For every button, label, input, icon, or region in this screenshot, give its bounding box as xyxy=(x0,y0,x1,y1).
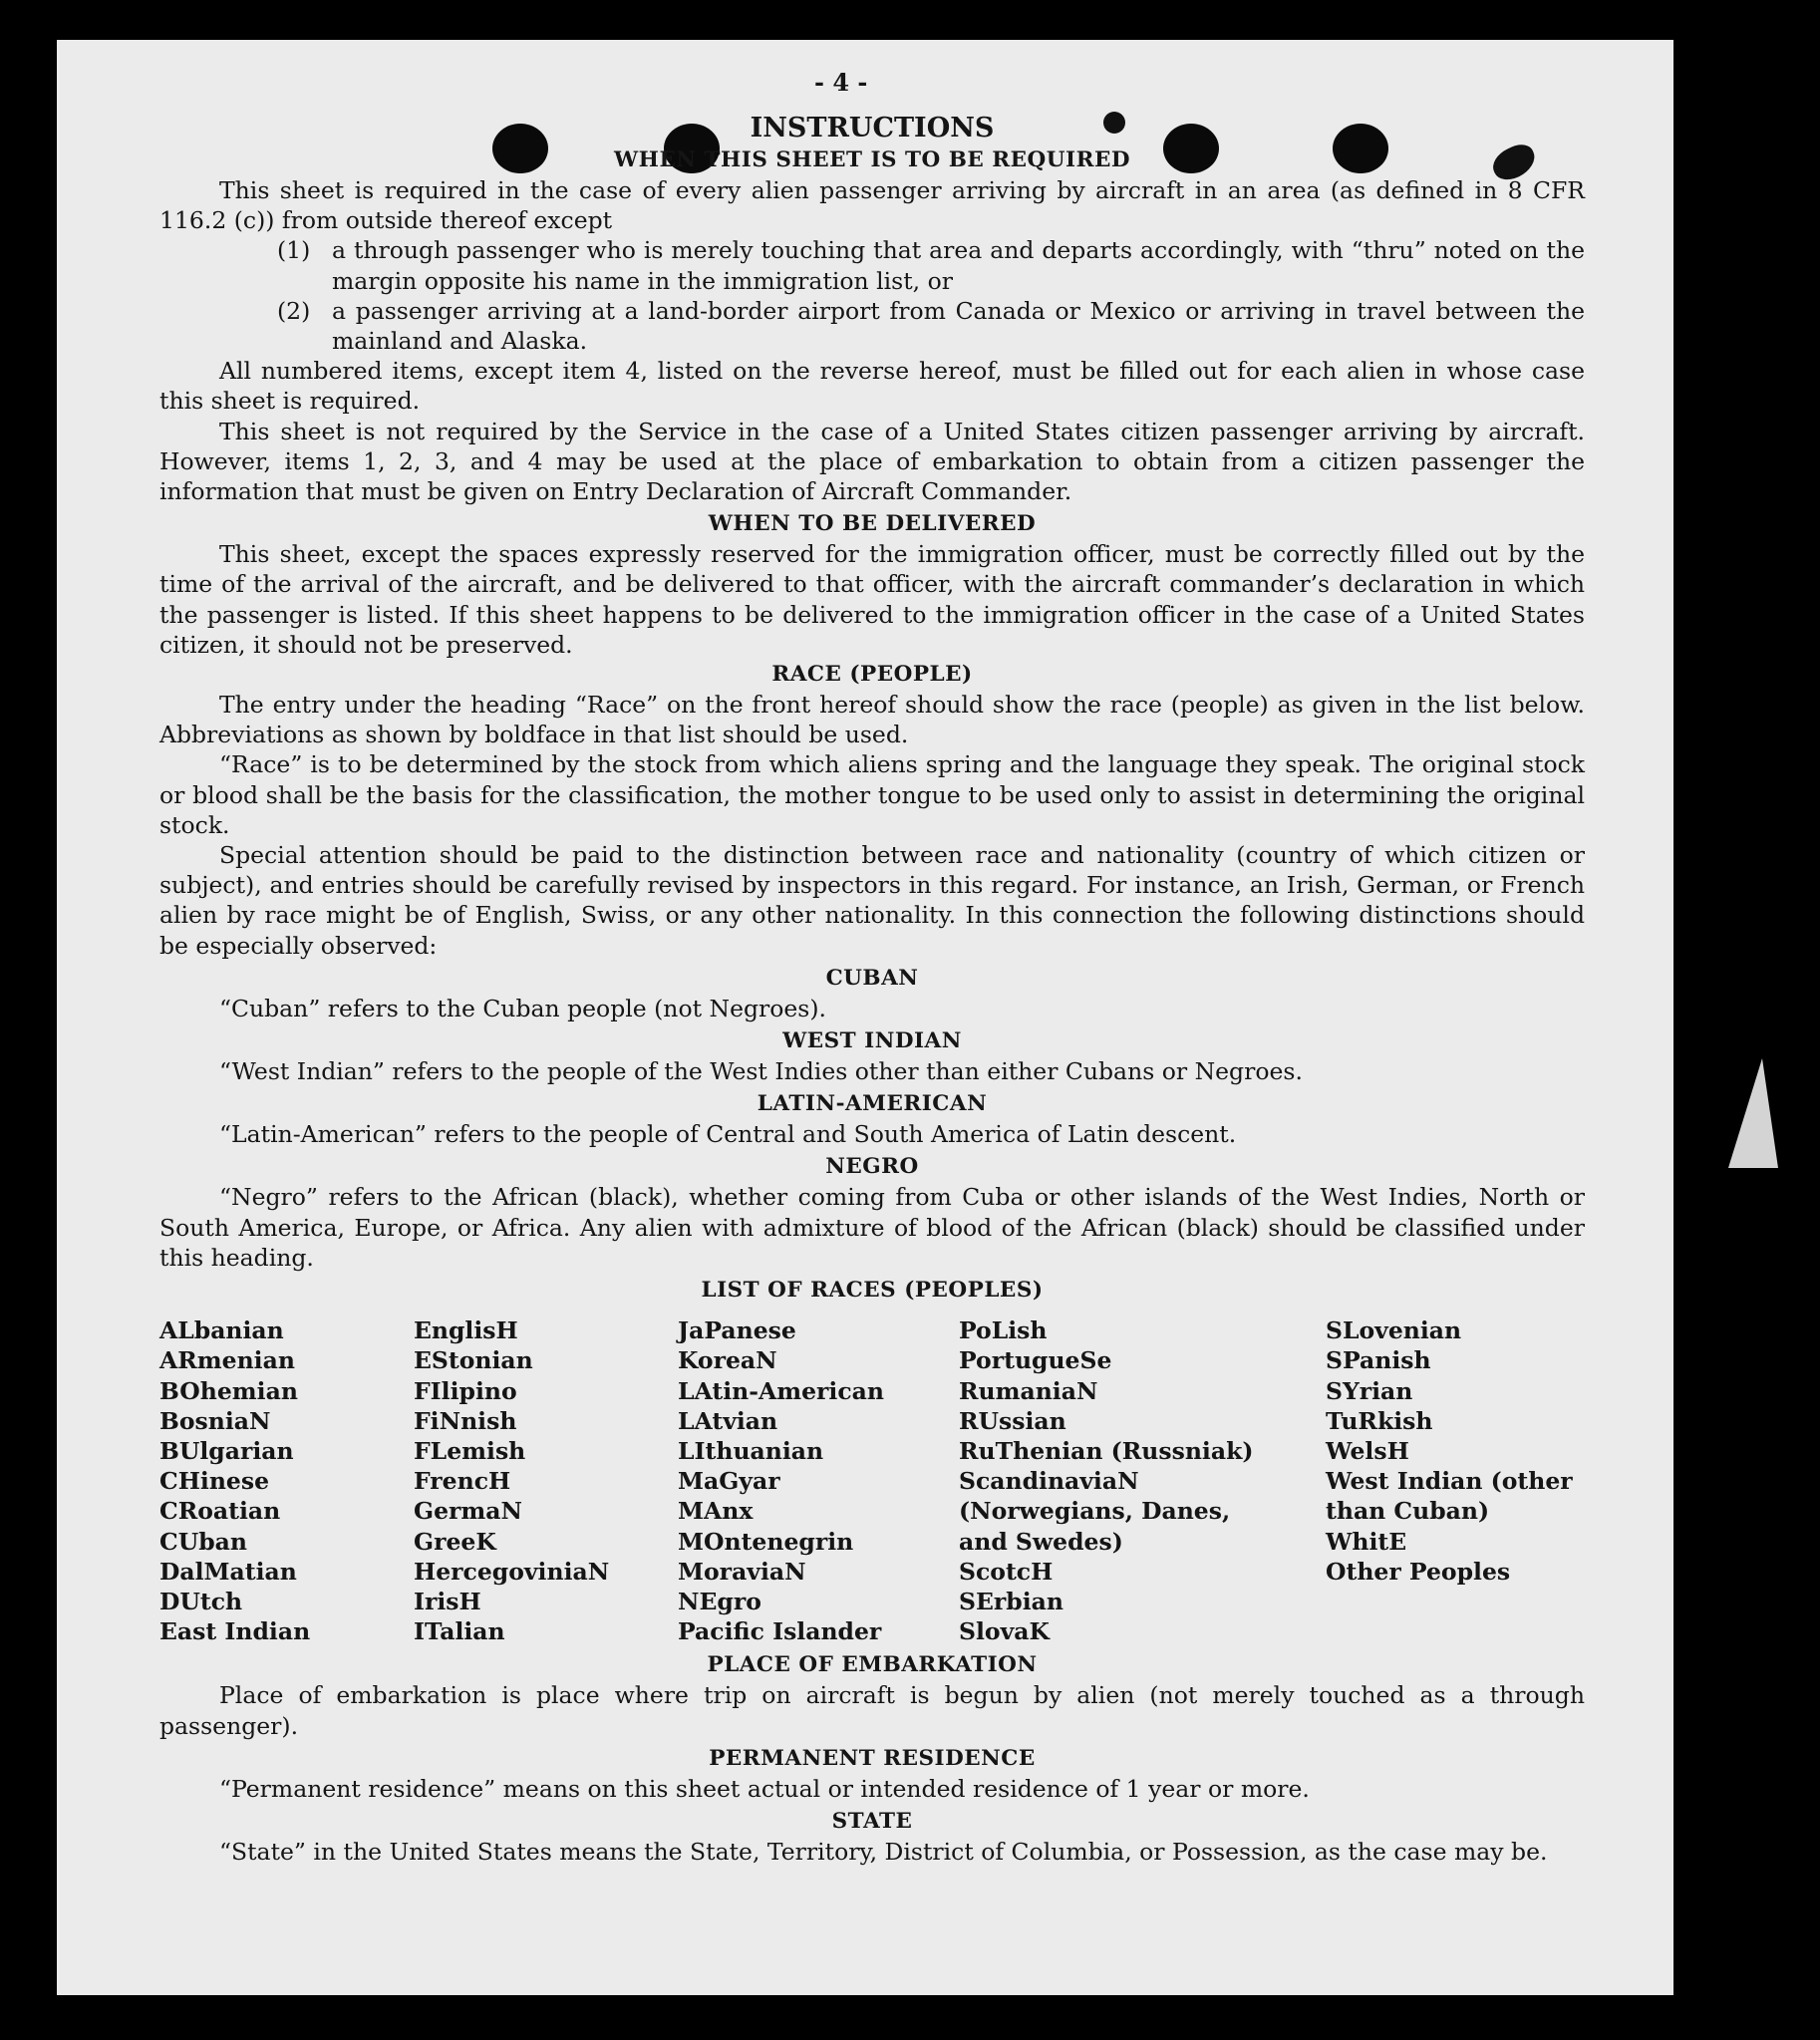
races-column xyxy=(678,1315,959,1646)
race-entry: WelsH xyxy=(1326,1436,1409,1465)
race-entry: JaPanese xyxy=(678,1316,796,1345)
item-number: (2) xyxy=(277,296,311,325)
race-entry: LAtvian xyxy=(678,1406,778,1435)
race-entry: TuRkish xyxy=(1326,1406,1433,1435)
race-entry: West Indian (other than Cuban) xyxy=(1326,1467,1573,1526)
paper-tab-scrap xyxy=(1728,1058,1778,1168)
page-number: - 4 - xyxy=(814,68,868,97)
race-entry: HercegoviniaN xyxy=(414,1557,610,1586)
race-entry: GreeK xyxy=(414,1527,496,1556)
heading-negro: NEGRO xyxy=(825,1154,919,1180)
paragraph: “West Indian” refers to the people of the West Indies other than either Cubans or Negroes. xyxy=(219,1057,1303,1086)
paragraph: “Permanent residence” means on this sheet actual or intended residence of 1 year or more. xyxy=(219,1774,1310,1803)
race-entry: IrisH xyxy=(414,1587,481,1615)
race-entry: GermaN xyxy=(414,1497,522,1526)
paragraph: “Race” is to be determined by the stock from which aliens spring and the language they speak. The original stock or blood shall be the basis for the classification, the mother tongue to be used only to assist in determining the original stock. xyxy=(159,750,1585,839)
race-entry: MaGyar xyxy=(678,1467,780,1496)
paragraph: All numbered items, except item 4, listed on the reverse hereof, must be filled out for each alien in whose case this sheet is required. xyxy=(159,357,1585,416)
race-entry: KoreaN xyxy=(678,1346,777,1375)
heading-when-required: WHEN THIS SHEET IS TO BE REQUIRED xyxy=(614,147,1130,172)
exception-item xyxy=(277,235,1585,295)
heading-west-indian: WEST INDIAN xyxy=(782,1028,962,1054)
race-entry: Pacific Islander xyxy=(678,1617,882,1646)
race-entry: ALbanian xyxy=(159,1316,284,1345)
paragraph: This sheet is required in the case of every alien passenger arriving by aircraft in an area (as defined in 8 CFR 116.2 (c)) from outside thereof except xyxy=(159,176,1585,235)
paragraph: Special attention should be paid to the distinction between race and nationality (country of which citizen or subject), and entries should be carefully revised by inspectors in this regard. For instance, an Irish, German, or French alien by race might be of English, Swiss, or any other nationality. In this connection the following distinctions should be especially observed: xyxy=(159,841,1585,960)
race-entry: EStonian xyxy=(414,1346,533,1375)
race-entry: SlovaK xyxy=(959,1617,1050,1646)
paragraph: “Negro” refers to the African (black), whether coming from Cuba or other islands of the West Indies, North or South America, Europe, or Africa. Any alien with admixture of blood of the African (black) should be classified under this heading. xyxy=(159,1183,1585,1272)
heading-cuban: CUBAN xyxy=(825,965,919,991)
race-entry: MoraviaN xyxy=(678,1557,806,1586)
heading-embarkation: PLACE OF EMBARKATION xyxy=(707,1652,1038,1678)
races-column xyxy=(159,1315,414,1646)
race-entry: RumaniaN xyxy=(959,1376,1098,1405)
race-entry: Other Peoples xyxy=(1326,1557,1511,1586)
race-entry: FrencH xyxy=(414,1467,511,1496)
race-entry: ARmenian xyxy=(159,1346,295,1375)
race-entry: BosniaN xyxy=(159,1406,271,1435)
race-entry: PoLish xyxy=(959,1316,1048,1345)
race-entry: FIlipino xyxy=(414,1376,517,1405)
paragraph: “Cuban” refers to the Cuban people (not Negroes). xyxy=(219,994,827,1022)
item-number: (1) xyxy=(277,236,311,265)
heading-latin-american: LATIN-AMERICAN xyxy=(757,1091,988,1117)
race-entry: SLovenian xyxy=(1326,1316,1462,1345)
race-entry: LIthuanian xyxy=(678,1436,824,1465)
race-entry: SYrian xyxy=(1326,1376,1413,1405)
race-entry: CHinese xyxy=(159,1467,270,1496)
heading-race: RACE (PEOPLE) xyxy=(771,662,973,688)
race-entry: ScotcH xyxy=(959,1557,1054,1586)
instructions-body xyxy=(159,112,1585,1867)
heading-list-of-races: LIST OF RACES (PEOPLES) xyxy=(701,1278,1044,1304)
paragraph: “Latin-American” refers to the people of Central and South America of Latin descent. xyxy=(219,1120,1237,1149)
paragraph: Place of embarkation is place where trip on aircraft is begun by alien (not merely touched as a through passenger). xyxy=(159,1681,1585,1740)
paragraph: This sheet is not required by the Service in the case of a United States citizen passenger arriving by aircraft. However, items 1, 2, 3, and 4 may be used at the place of embarkation to obtain from a citizen passenger the information that must be given on Entry Declaration of Aircraft Commander. xyxy=(159,417,1585,506)
race-entry: RuThenian (Russniak) xyxy=(959,1436,1254,1465)
race-entry: MAnx xyxy=(678,1497,754,1526)
race-entry: FiNnish xyxy=(414,1406,517,1435)
race-entry: CRoatian xyxy=(159,1497,281,1526)
race-entry: CUban xyxy=(159,1527,247,1556)
page-title: INSTRUCTIONS xyxy=(750,113,995,144)
race-entry: East Indian xyxy=(159,1617,311,1646)
race-entry: SErbian xyxy=(959,1587,1063,1615)
race-entry: EnglisH xyxy=(414,1316,518,1345)
races-column xyxy=(1326,1315,1585,1646)
heading-residence: PERMANENT RESIDENCE xyxy=(709,1745,1036,1771)
race-entry: LAtin-American xyxy=(678,1376,884,1405)
paragraph: This sheet, except the spaces expressly reserved for the immigration officer, must be correctly filled out by the time of the arrival of the aircraft, and be delivered to that officer, with the aircraft commander’s declaration in which the passenger is listed. If this sheet happens to be delivered to the immigration officer in the case of a United States citizen, it should not be preserved. xyxy=(159,540,1585,659)
race-entry: ScandinaviaN (Norwegians, Danes, and Swedes) xyxy=(959,1467,1231,1556)
race-entry: MOntenegrin xyxy=(678,1527,854,1556)
race-entry: SPanish xyxy=(1326,1346,1431,1375)
race-entry: BUlgarian xyxy=(159,1436,294,1465)
exception-item xyxy=(277,296,1585,356)
race-entry: PortugueSe xyxy=(959,1346,1112,1375)
race-entry: RUssian xyxy=(959,1406,1066,1435)
paragraph: “State” in the United States means the State, Territory, District of Columbia, or Possession, as the case may be. xyxy=(219,1837,1548,1866)
race-entry: WhitE xyxy=(1326,1527,1407,1556)
heading-state: STATE xyxy=(831,1808,913,1834)
race-entry: ITalian xyxy=(414,1617,505,1646)
races-column xyxy=(414,1315,678,1646)
race-entry: FLemish xyxy=(414,1436,526,1465)
race-entry: DUtch xyxy=(159,1587,243,1615)
item-text: a through passenger who is merely touching that area and departs accordingly, with “thru” noted on the margin opposite his name in the immigration list, or xyxy=(332,236,1585,295)
item-text: a passenger arriving at a land-border airport from Canada or Mexico or arriving in travel between the mainland and Alaska. xyxy=(332,296,1585,356)
heading-when-delivered: WHEN TO BE DELIVERED xyxy=(708,511,1037,537)
race-entry: DalMatian xyxy=(159,1557,297,1586)
paragraph: The entry under the heading “Race” on the front hereof should show the race (people) as given in the list below. Abbreviations as shown by boldface in that list should be used. xyxy=(159,691,1585,749)
race-entry: NEgro xyxy=(678,1587,761,1615)
races-column xyxy=(959,1315,1326,1646)
races-list xyxy=(159,1315,1585,1646)
race-entry: BOhemian xyxy=(159,1376,298,1405)
